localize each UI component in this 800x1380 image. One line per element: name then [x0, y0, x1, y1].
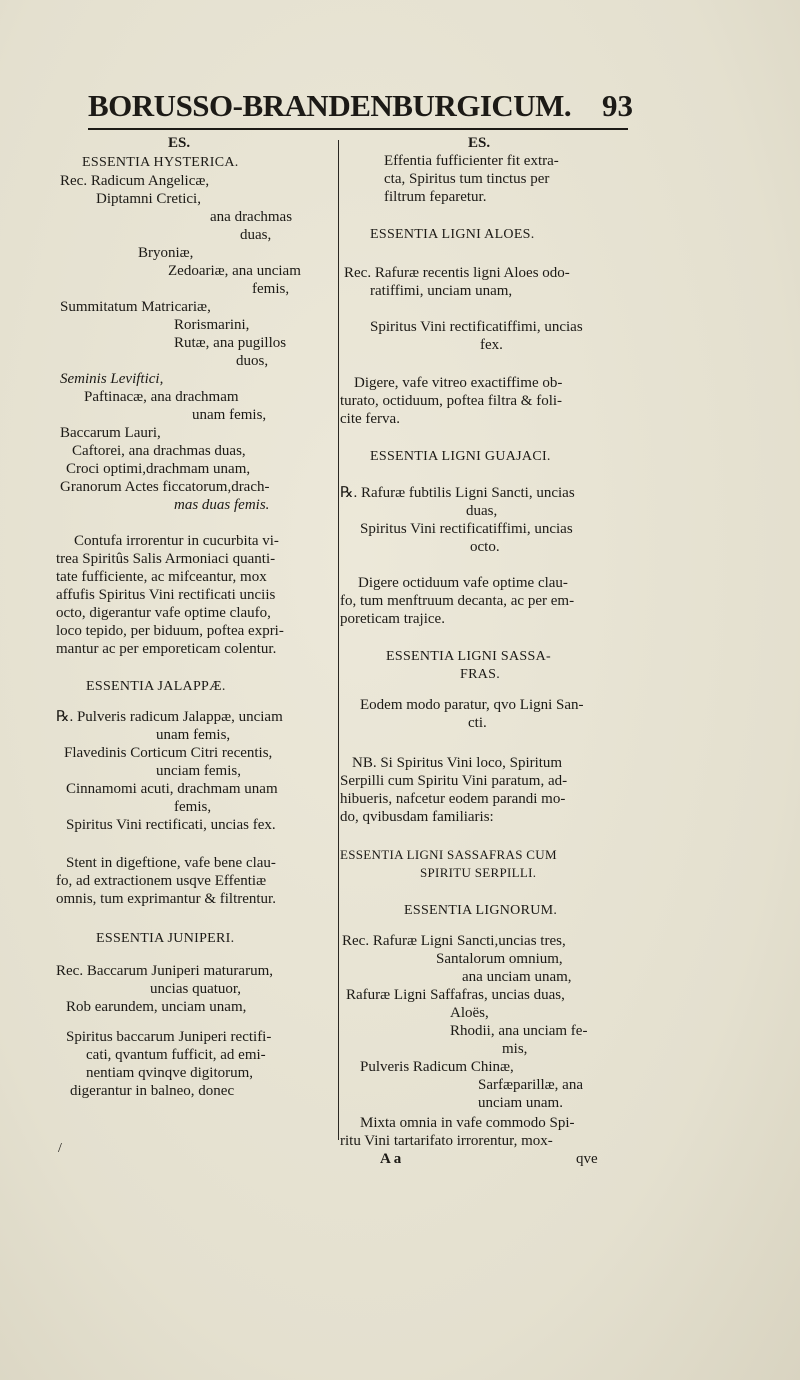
recipe-line: Flavedinis Corticum Citri recentis,	[64, 745, 273, 761]
recipe-line: Croci optimi,drachmam unam,	[66, 461, 251, 477]
running-header	[88, 88, 633, 132]
body-line: Digere octiduum vafe optime clau-	[358, 575, 568, 591]
recipe-line: duos,	[236, 353, 269, 369]
running-title: BORUSSO-BRANDENBURGICUM.	[88, 88, 572, 123]
recipe-line: ratiffimi, unciam unam,	[370, 283, 513, 299]
recipe-line: nentiam qvinqve digitorum,	[86, 1065, 254, 1081]
recipe-line: Paftinacæ, ana drachmam	[84, 389, 239, 405]
body-line: Contufa irrorentur in cucurbita vi-	[74, 533, 279, 549]
serpilli-heading-cont: SPIRITU SERPILLI.	[420, 865, 537, 880]
juniperi-heading: ESSENTIA JUNIPERI.	[96, 931, 235, 946]
recipe-line: digerantur in balneo, donec	[70, 1083, 235, 1099]
recipe-line: unciam unam.	[478, 1095, 563, 1111]
recipe-line: femis,	[252, 281, 290, 297]
body-line: ritu Vini tartarifato irrorentur, mox-	[340, 1133, 553, 1149]
recipe-line: Rob earundem, unciam unam,	[66, 999, 247, 1015]
recipe-line: Baccarum Lauri,	[60, 425, 161, 441]
body-line: fo, tum menftruum decanta, ac per em-	[340, 593, 575, 609]
recipe-line: ana drachmas	[210, 209, 293, 225]
recipe-line: femis,	[174, 799, 212, 815]
body-line: Effentia fufficienter fit extra-	[384, 153, 559, 169]
recipe-line: Rafuræ Ligni Saffafras, uncias duas,	[346, 987, 565, 1003]
body-line: affufis Spiritus Vini rectificati unciis	[56, 587, 276, 603]
body-line: octo, digerantur vafe optime claufo,	[56, 605, 271, 621]
body-line: filtrum feparetur.	[384, 189, 487, 205]
body-line: omnis, tum exprimantur & filtrentur.	[56, 891, 276, 907]
recipe-line: Rorismarini,	[174, 317, 250, 333]
body-line: turato, octiduum, poftea filtra & foli-	[340, 393, 563, 409]
body-line: cta, Spiritus tum tinctus per	[384, 171, 550, 187]
body-line: cti.	[468, 715, 487, 731]
recipe-line: duas,	[240, 227, 272, 243]
recipe-line: Aloës,	[450, 1005, 489, 1021]
body-line: Digere, vafe vitreo exactiffime ob-	[354, 375, 563, 391]
recipe-line: Bryoniæ,	[138, 245, 194, 261]
jalappae-heading: ESSENTIA JALAPPÆ.	[86, 679, 226, 694]
aloes-heading: ESSENTIA LIGNI ALOES.	[370, 227, 535, 242]
nb-line: Serpilli cum Spiritu Vini paratum, ad-	[340, 773, 568, 789]
recipe-line: Spiritus Vini rectificatiffimi, uncias	[360, 521, 573, 537]
left-es-label: ES.	[168, 135, 191, 151]
page-number: 93	[602, 88, 633, 123]
nb-line: do, qvibusdam familiaris:	[340, 809, 494, 825]
recipe-line: Rhodii, ana unciam fe-	[450, 1023, 588, 1039]
body-line: loco tepido, per biduum, poftea expri-	[56, 623, 284, 639]
recipe-line: ana unciam unam,	[462, 969, 572, 985]
recipe-line: Seminis Leviftici,	[60, 371, 164, 387]
hysterica-heading: ESSENTIA HYSTERICA.	[82, 155, 239, 170]
body-line: Mixta omnia in vafe commodo Spi-	[360, 1115, 575, 1131]
guajaci-heading: ESSENTIA LIGNI GUAJACI.	[370, 449, 551, 464]
recipe-line: Spiritus Vini rectificatiffimi, uncias	[370, 319, 583, 335]
column-divider	[338, 140, 339, 1140]
catchword: qve	[576, 1151, 598, 1167]
serpilli-heading: ESSENTIA LIGNI SASSAFRAS CUM	[340, 847, 557, 862]
recipe-line: Diptamni Cretici,	[96, 191, 201, 207]
recipe-line: ℞. Pulveris radicum Jalappæ, unciam	[56, 709, 283, 725]
signature-mark: A a	[380, 1151, 402, 1167]
recipe-line: unciam femis,	[156, 763, 241, 779]
recipe-line: Rutæ, ana pugillos	[174, 335, 287, 351]
recipe-line: Santalorum omnium,	[436, 951, 563, 967]
recipe-line: uncias quatuor,	[150, 981, 242, 997]
recipe-line: mis,	[502, 1041, 528, 1057]
recipe-line: Sarfæparillæ, ana	[478, 1077, 583, 1093]
recipe-line: cati, qvantum fufficit, ad emi-	[86, 1047, 266, 1063]
body-line: cite ferva.	[340, 411, 400, 427]
sassafras-heading: ESSENTIA LIGNI SASSA-	[386, 649, 551, 664]
recipe-line: Rec. Radicum Angelicæ,	[60, 173, 210, 189]
recipe-line: Summitatum Matricariæ,	[60, 299, 211, 315]
body-line: fo, ad extractionem usqve Effentiæ	[56, 873, 267, 889]
header-rule	[88, 128, 628, 130]
recipe-line: Granorum Actes ficcatorum,drach-	[60, 479, 270, 495]
recipe-line: Cinnamomi acuti, drachmam unam	[66, 781, 278, 797]
recipe-line: duas,	[466, 503, 498, 519]
recipe-line: unam femis,	[192, 407, 267, 423]
body-line: Stent in digeftione, vafe bene clau-	[66, 855, 276, 871]
body-line: poreticam trajice.	[340, 611, 445, 627]
recipe-line: Pulveris Radicum Chinæ,	[360, 1059, 514, 1075]
recipe-line: octo.	[470, 539, 500, 555]
body-line: tate fufficiente, ac mifceantur, mox	[56, 569, 267, 585]
recipe-line: Caftorei, ana drachmas duas,	[72, 443, 246, 459]
body-line: mantur ac per emporeticam colentur.	[56, 641, 277, 657]
recipe-line: unam femis,	[156, 727, 231, 743]
recipe-line: Spiritus Vini rectificati, uncias fex.	[66, 817, 276, 833]
recipe-line: ℞. Rafuræ fubtilis Ligni Sancti, uncias	[340, 485, 575, 501]
recipe-line: Spiritus baccarum Juniperi rectifi-	[66, 1029, 272, 1045]
nb-line: hibueris, nafcetur eodem parandi mo-	[340, 791, 566, 807]
recipe-line: fex.	[480, 337, 503, 353]
body-line: Eodem modo paratur, qvo Ligni San-	[360, 697, 584, 713]
nb-line: NB. Si Spiritus Vini loco, Spiritum	[352, 755, 563, 771]
recipe-line: Rec. Rafuræ recentis ligni Aloes odo-	[344, 265, 570, 281]
recipe-line: Rec. Rafuræ Ligni Sancti,uncias tres,	[342, 933, 566, 949]
recipe-line: Rec. Baccarum Juniperi maturarum,	[56, 963, 274, 979]
lignorum-heading: ESSENTIA LIGNORUM.	[404, 903, 558, 918]
right-es-label: ES.	[468, 135, 491, 151]
margin-mark: /	[58, 1141, 62, 1156]
body-line: trea Spiritûs Salis Armoniaci quanti-	[56, 551, 276, 567]
sassafras-heading-cont: FRAS.	[460, 667, 501, 682]
recipe-line: Zedoariæ, ana unciam	[168, 263, 301, 279]
recipe-line: mas duas femis.	[174, 497, 270, 513]
